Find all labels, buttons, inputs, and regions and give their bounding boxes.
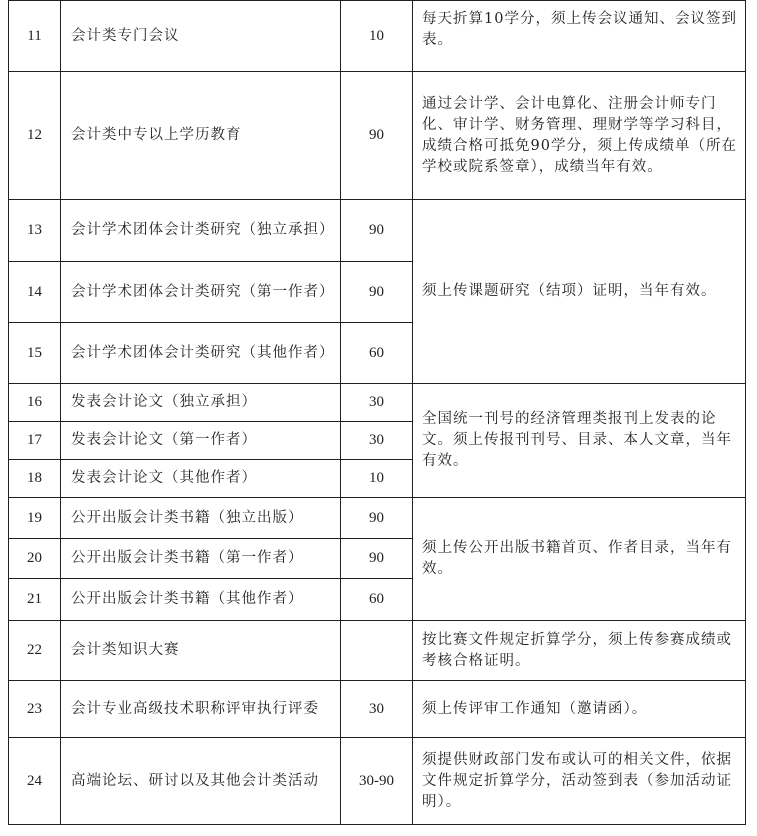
row-number: 24 xyxy=(9,738,61,825)
row-number: 15 xyxy=(9,323,61,384)
item-name: 会计专业高级技术职称评审执行评委 xyxy=(61,681,341,738)
credit-table xyxy=(8,0,746,825)
item-name: 会计学术团体会计类研究（第一作者） xyxy=(61,262,341,323)
points-cell: 60 xyxy=(341,579,413,621)
points-cell xyxy=(341,621,413,681)
table-row xyxy=(9,498,746,539)
row-number: 21 xyxy=(9,579,61,621)
row-number: 17 xyxy=(9,422,61,460)
row-number: 23 xyxy=(9,681,61,738)
row-number: 18 xyxy=(9,460,61,498)
row-number: 22 xyxy=(9,621,61,681)
points-cell: 10 xyxy=(341,1,413,72)
row-number: 12 xyxy=(9,72,61,200)
points-cell: 90 xyxy=(341,200,413,262)
note-cell: 每天折算10学分，须上传会议通知、会议签到表。 xyxy=(413,1,746,72)
table-row xyxy=(9,72,746,200)
points-cell: 30 xyxy=(341,681,413,738)
points-cell: 30 xyxy=(341,422,413,460)
row-number: 11 xyxy=(9,1,61,72)
item-name: 公开出版会计类书籍（第一作者） xyxy=(61,539,341,579)
table-row xyxy=(9,1,746,72)
points-cell: 90 xyxy=(341,262,413,323)
points-cell: 90 xyxy=(341,539,413,579)
row-number: 20 xyxy=(9,539,61,579)
row-number: 14 xyxy=(9,262,61,323)
points-cell: 10 xyxy=(341,460,413,498)
item-name: 会计类专门会议 xyxy=(61,1,341,72)
item-name: 会计学术团体会计类研究（其他作者） xyxy=(61,323,341,384)
points-cell: 30 xyxy=(341,384,413,422)
note-cell: 须提供财政部门发布或认可的相关文件，依据文件规定折算学分，活动签到表（参加活动证明）。 xyxy=(413,738,746,825)
table-row xyxy=(9,738,746,825)
points-cell: 90 xyxy=(341,498,413,539)
row-number: 16 xyxy=(9,384,61,422)
item-name: 会计类知识大赛 xyxy=(61,621,341,681)
table-row xyxy=(9,384,746,422)
group-note-books: 须上传公开出版书籍首页、作者目录，当年有效。 xyxy=(413,498,746,621)
item-name: 会计学术团体会计类研究（独立承担） xyxy=(61,200,341,262)
points-cell: 60 xyxy=(341,323,413,384)
note-cell: 按比赛文件规定折算学分，须上传参赛成绩或考核合格证明。 xyxy=(413,621,746,681)
table-row xyxy=(9,681,746,738)
note-cell: 须上传评审工作通知（邀请函）。 xyxy=(413,681,746,738)
item-name: 发表会计论文（第一作者） xyxy=(61,422,341,460)
group-note-research: 须上传课题研究（结项）证明，当年有效。 xyxy=(413,200,746,384)
item-name: 会计类中专以上学历教育 xyxy=(61,72,341,200)
points-cell: 30-90 xyxy=(341,738,413,825)
points-cell: 90 xyxy=(341,72,413,200)
table-row xyxy=(9,200,746,262)
note-cell: 通过会计学、会计电算化、注册会计师专门化、审计学、财务管理、理财学等学习科目，成绩合格可抵免90学分，须上传成绩单（所在学校或院系签章），成绩当年有效。 xyxy=(413,72,746,200)
item-name: 高端论坛、研讨以及其他会计类活动 xyxy=(61,738,341,825)
item-name: 公开出版会计类书籍（其他作者） xyxy=(61,579,341,621)
table-row xyxy=(9,621,746,681)
row-number: 19 xyxy=(9,498,61,539)
item-name: 公开出版会计类书籍（独立出版） xyxy=(61,498,341,539)
item-name: 发表会计论文（独立承担） xyxy=(61,384,341,422)
item-name: 发表会计论文（其他作者） xyxy=(61,460,341,498)
group-note-papers: 全国统一刊号的经济管理类报刊上发表的论文。须上传报刊刊号、目录、本人文章，当年有效。 xyxy=(413,384,746,498)
row-number: 13 xyxy=(9,200,61,262)
